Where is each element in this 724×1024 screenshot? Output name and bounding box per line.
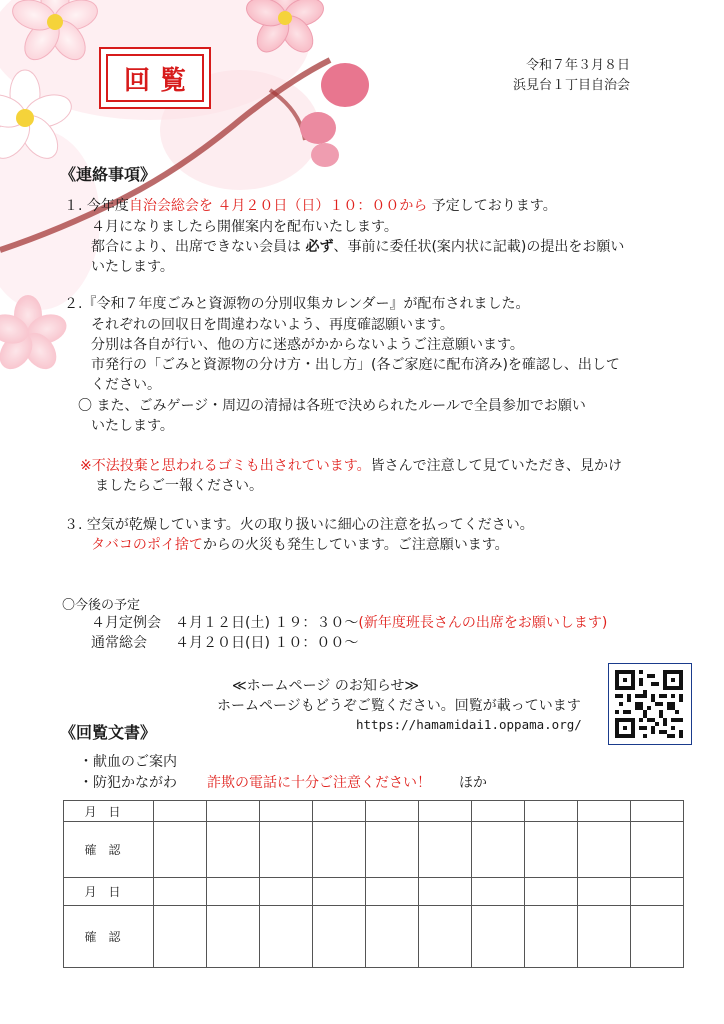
notice-2-line-2: それぞれの回収日を間違わないよう、再度確認願います。: [91, 317, 454, 333]
confirmation-table: [63, 800, 684, 968]
illegal-dumping-warning: ※不法投棄と思われるゴミも出されています。: [80, 458, 371, 474]
notices-heading: 《連絡事項》: [60, 165, 157, 184]
notice-3-l1: 空気が乾燥しています。火の取り扱いに細心の注意を払ってください。: [86, 517, 534, 533]
notice-2-line-4: 市発行の「ごみと資源物の分け方・出し方」(各ご家庭に配布済み)を確認し、出して: [91, 357, 620, 373]
notice-2-line-7: いたします。: [91, 418, 174, 434]
confirm-label: 確認: [64, 822, 154, 878]
confirm-cell[interactable]: [472, 822, 525, 878]
date-cell[interactable]: [578, 801, 631, 822]
document-item-1: ・献血のご案内: [79, 754, 177, 770]
date-cell[interactable]: [154, 801, 207, 822]
notice-1-line-3: [91, 237, 624, 257]
notice-1-line-2: ４月になりましたら開催案内を配布いたします。: [91, 219, 398, 235]
notice-3-number: ３.: [64, 517, 83, 533]
confirm-cell[interactable]: [260, 822, 313, 878]
homepage-url[interactable]: https://hamamidai1.oppama.org/: [356, 717, 582, 732]
homepage-title: ≪ホームページ のお知らせ≫: [232, 678, 420, 694]
schedule-row-1-note: (新年度班長さんの出席をお願いします): [358, 615, 608, 631]
notice-2-line-6: 〇 また、ごみゲージ・周辺の清掃は各班で決められたルールで全員参加でお願い: [78, 398, 586, 414]
notice-2-number: ２.: [64, 296, 83, 312]
notice-3-line-1: [64, 515, 534, 535]
notice-3-l2-b: からの火災も発生しています。ご注意願います。: [202, 537, 509, 553]
confirm-cell[interactable]: [419, 906, 472, 968]
date-cell[interactable]: [419, 801, 472, 822]
confirm-cell[interactable]: [366, 822, 419, 878]
date-cell[interactable]: [631, 801, 684, 822]
notice-2-l1: 『令和７年度ごみと資源物の分別収集カレンダー』が配布されました。: [82, 296, 530, 312]
date-cell[interactable]: [207, 878, 260, 906]
date-label: 月日: [64, 878, 154, 906]
notice-2-line-8: [80, 456, 622, 476]
notice-3-line-2: [91, 535, 509, 555]
date-cell[interactable]: [366, 878, 419, 906]
circular-stamp-inner-border: [106, 54, 204, 102]
confirm-cell[interactable]: [578, 906, 631, 968]
date-cell[interactable]: [525, 801, 578, 822]
date-cell[interactable]: [472, 878, 525, 906]
document-item-2: [79, 773, 487, 793]
confirm-cell[interactable]: [207, 906, 260, 968]
notice-1-emphasis: 必ず: [305, 239, 334, 255]
table-row: [64, 801, 684, 822]
notice-1-l3-c: 、事前に委任状(案内状に記載)の提出をお願い: [333, 239, 625, 255]
confirm-cell[interactable]: [313, 906, 366, 968]
date-cell[interactable]: [313, 878, 366, 906]
fraud-call-warning: 詐欺の電話に十分ご注意ください！: [207, 775, 431, 791]
document-item-2-tail: ほか: [459, 775, 487, 791]
circular-title: 回覧: [123, 65, 196, 96]
confirm-cell[interactable]: [313, 822, 366, 878]
notice-2-line-5: ください。: [91, 377, 161, 393]
date-cell[interactable]: [313, 801, 366, 822]
confirm-cell[interactable]: [154, 822, 207, 878]
cigarette-warning: タバコのポイ捨て: [91, 537, 203, 553]
notice-1-line-1: [64, 196, 557, 216]
confirm-cell[interactable]: [578, 822, 631, 878]
date-cell[interactable]: [472, 801, 525, 822]
notice-1-text-a: 今年度: [86, 198, 129, 214]
schedule-row-1: [91, 613, 607, 633]
notice-2-line-1: [64, 294, 530, 314]
documents-heading: 《回覧文書》: [60, 723, 157, 742]
date-cell[interactable]: [154, 878, 207, 906]
organization-name: 浜見台１丁目自治会: [512, 78, 630, 93]
table-row: [64, 906, 684, 968]
date-cell[interactable]: [260, 878, 313, 906]
confirm-cell[interactable]: [472, 906, 525, 968]
date-label: 月日: [64, 801, 154, 822]
date-cell[interactable]: [631, 878, 684, 906]
date-cell[interactable]: [260, 801, 313, 822]
qr-code-icon[interactable]: [608, 663, 692, 745]
confirm-cell[interactable]: [525, 822, 578, 878]
confirm-cell[interactable]: [631, 822, 684, 878]
date-cell[interactable]: [525, 878, 578, 906]
notice-1-text-c: 予定しております。: [427, 198, 557, 214]
date-cell[interactable]: [578, 878, 631, 906]
table-row: [64, 878, 684, 906]
notice-1-number: １.: [64, 198, 83, 214]
confirm-cell[interactable]: [525, 906, 578, 968]
notice-2-l8-b: 皆さんで注意して見ていただき、見かけ: [370, 458, 623, 474]
notice-1-highlight: 自治会総会を ４月２０日（日）１０：００から: [128, 198, 428, 214]
schedule-row-1-text: ４月定例会 ４月１２日(土) １９：３０～: [91, 615, 359, 631]
date-cell[interactable]: [366, 801, 419, 822]
table-row: [64, 822, 684, 878]
confirm-cell[interactable]: [419, 822, 472, 878]
document-item-2-name: ・防犯かながわ: [79, 775, 177, 791]
notice-2-line-9: ましたらご一報ください。: [95, 478, 263, 494]
confirm-cell[interactable]: [260, 906, 313, 968]
homepage-text: ホームページもどうぞご覧ください。回覧が載っています: [217, 698, 581, 714]
confirm-cell[interactable]: [631, 906, 684, 968]
date-cell[interactable]: [207, 801, 260, 822]
confirm-cell[interactable]: [366, 906, 419, 968]
issue-header: [513, 56, 630, 96]
notice-2-line-3: 分別は各自が行い、他の方に迷惑がかからないようご注意願います。: [91, 337, 524, 353]
notice-1-l3-a: 都合により、出席できない会員は: [91, 239, 306, 255]
date-cell[interactable]: [419, 878, 472, 906]
notice-1-line-4: いたします。: [91, 259, 174, 275]
schedule-heading: 〇今後の予定: [62, 598, 141, 613]
confirm-cell[interactable]: [207, 822, 260, 878]
circular-stamp: [99, 47, 211, 109]
confirm-cell[interactable]: [154, 906, 207, 968]
issue-date: 令和７年３月８日: [525, 58, 630, 73]
schedule-row-2: 通常総会 ４月２０日(日) １０：００～: [91, 635, 359, 651]
confirm-label: 確認: [64, 906, 154, 968]
